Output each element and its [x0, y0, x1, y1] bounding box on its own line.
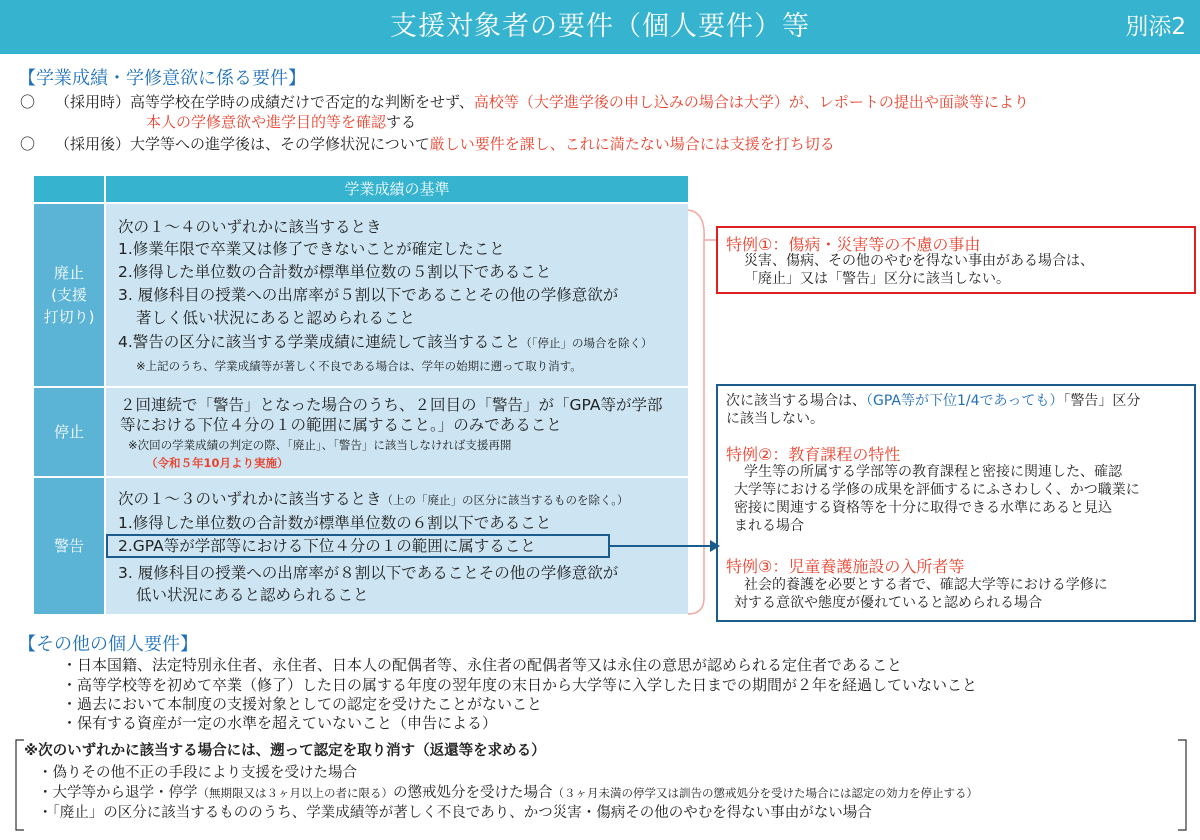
- annex-label: 別添2: [1125, 14, 1186, 40]
- item1-suffix: する: [386, 113, 417, 131]
- other-item-1: ・日本国籍、法定特別永住者、永住者、日本人の配偶者等、永住者の配偶者等又は永住の意思が認められる定住者であること: [62, 656, 903, 674]
- other-item-3: ・過去において本制度の支援対象としての認定を受けたことがないこと: [62, 695, 543, 713]
- connector-lines: [600, 200, 730, 620]
- intro-a: 次に該当する場合は、: [726, 393, 866, 409]
- row-label-suspend: 停止: [34, 388, 104, 476]
- suspend-line-1: ２回連続で「警告」となった場合のうち、２回目の「警告」が「GPA等が学部: [120, 396, 663, 414]
- academic-item-1: [20, 92, 1029, 112]
- revoke-item-3: ・「廃止」の区分に該当するもののうち、学業成績等が著しく不良であり、かつ災害・傷病その他のやむを得ない事由がない場合: [38, 805, 872, 821]
- exception-3-line-2: 対する意欲や態度が優れていると認められる場合: [734, 595, 1042, 611]
- exception-3-line-1: 社会的養護を必要とする者で、確認大学等における学修に: [744, 577, 1108, 593]
- other-item-4: ・保有する資産が一定の水準を超えていないこと（申告による）: [62, 714, 498, 732]
- warning-item-3a: 3. 履修科目の授業への出席率が８割以下であることその他の学修意欲が: [118, 564, 619, 582]
- table-corner: [34, 176, 104, 202]
- exception-2-line-1: 学生等の所属する学部等の教育課程と密接に関連した、確認: [744, 464, 1122, 480]
- item-marker: 〇: [20, 135, 36, 153]
- abolish-item-3b: 著しく低い状況にあると認められること: [136, 309, 416, 327]
- row-label-abolish: [34, 204, 104, 386]
- other-item-2: ・高等学校等を初めて卒業（修了）した日の属する年度の翌年度の末日から大学等に入学した日までの期間が２年を経過していないこと: [62, 676, 978, 694]
- revoke-item-2d: （３ヶ月未満の停学又は訓告の懲戒処分を受けた場合には認定の効力を停止する）: [552, 786, 978, 800]
- intro-c: 「警告」区分: [1063, 393, 1141, 409]
- exception-2-title: 特例②：教育課程の特性: [726, 445, 901, 464]
- revoke-item-2: [38, 784, 978, 803]
- revoke-item-1: ・偽りその他不正の手段により支援を受けた場合: [38, 765, 357, 781]
- bracket-right: [1178, 740, 1186, 830]
- exception-1-title: 特例①：傷病・災害等の不慮の事由: [726, 235, 981, 254]
- abolish-note: ※上記のうち、学業成績等が著しく不良である場合は、学年の始期に遡って取り消す。: [136, 359, 582, 373]
- warning-item-3b: 低い状況にあると認められること: [136, 586, 369, 604]
- revoke-item-2b: （無期限又は３ヶ月以上の者に限る）: [197, 786, 393, 800]
- academic-heading: 【学業成績・学修意欲に係る要件】: [18, 68, 306, 89]
- page-title: 支援対象者の要件（個人要件）等: [390, 11, 810, 42]
- abolish-label-2: (支援: [51, 286, 87, 304]
- item2-prefix: （採用後）大学等への進学後は、その学修状況について: [55, 135, 430, 153]
- abolish-item-2: 2.修得した単位数の合計数が標準単位数の５割以下であること: [118, 263, 552, 281]
- revoke-heading: ※次のいずれかに該当する場合には、遡って認定を取り消す（返還等を求める）: [24, 743, 546, 759]
- abolish-label-1: 廃止: [53, 264, 84, 282]
- revoke-item-2c: の懲戒処分を受けた場合: [393, 785, 553, 801]
- suspend-note-1: ※次回の学業成績の判定の際、「廃止」、「警告」に該当しなければ支援再開: [128, 438, 512, 452]
- table-header: 学業成績の基準: [106, 176, 688, 202]
- abolish-item-4-note: （「停止」の場合を除く）: [520, 336, 653, 350]
- warning-intro-note: （上の「廃止」の区分に該当するものを除く。）: [381, 493, 629, 507]
- exception-2-line-3: 密接に関連する資格等を十分に取得できる水準にあると見込: [734, 500, 1112, 516]
- warning-intro-text: 次の１～３のいずれかに該当するとき: [118, 490, 382, 508]
- revoke-item-2a: ・大学等から退学・停学: [38, 785, 198, 801]
- item1-prefix: （採用時）高等学校在学時の成績だけで否定的な判断をせず、: [55, 93, 474, 111]
- bracket-lower: [688, 380, 704, 614]
- abolish-intro: 次の１～４のいずれかに該当するとき: [118, 218, 382, 236]
- exception-2-line-2: 大学等における学修の成果を評価するにふさわしく、かつ職業に: [734, 482, 1140, 498]
- bracket-left: [16, 740, 24, 830]
- exception-intro-1: [726, 392, 1140, 410]
- exception-1-line-1: 災害、傷病、その他のやむを得ない事由がある場合は、: [744, 253, 1094, 269]
- abolish-item-4-text: 4.警告の区分に該当する学業成績に連続して該当すること: [118, 333, 521, 351]
- abolish-item-3a: 3. 履修科目の授業への出席率が５割以下であることその他の学修意欲が: [118, 286, 619, 304]
- exception-3-title: 特例③：児童養護施設の入所者等: [726, 557, 965, 576]
- intro-b: （GPA等が下位1/4であっても）: [866, 393, 1064, 409]
- item1-red2: 本人の学修意欲や進学目的等を確認: [146, 113, 387, 131]
- abolish-item-1: 1.修業年限で卒業又は修了できないことが確定したこと: [118, 240, 505, 258]
- abolish-label-3: 打切り): [43, 308, 95, 326]
- exception-intro-2: に該当しない。: [726, 411, 824, 427]
- item1-red1: 高校等（大学進学後の申し込みの場合は大学）が、レポートの提出や面談等により: [473, 93, 1029, 111]
- item2-red: 厳しい要件を課し、これに満たない場合には支援を打ち切る: [429, 135, 835, 153]
- exception-2-line-4: まれる場合: [734, 518, 804, 534]
- suspend-note-2: （令和５年10月より実施）: [146, 456, 289, 470]
- bracket-upper: [688, 210, 704, 380]
- item-marker: 〇: [20, 93, 36, 111]
- warning-intro: [118, 488, 629, 511]
- warning-item-2: 2.GPA等が学部等における下位４分の１の範囲に属すること: [118, 537, 536, 555]
- warning-item-1: 1.修得した単位数の合計数が標準単位数の６割以下であること: [118, 514, 552, 532]
- exception-1-line-2: 「廃止」又は「警告」区分に該当しない。: [744, 271, 1010, 287]
- row-label-warning: 警告: [34, 478, 104, 614]
- abolish-item-4: [118, 331, 653, 354]
- academic-item-1-cont: [146, 112, 416, 132]
- suspend-line-2: 等における下位４分の１の範囲に属すること。」のみであること: [120, 416, 562, 434]
- academic-item-2: [20, 134, 835, 154]
- other-heading: 【その他の個人要件】: [18, 634, 198, 655]
